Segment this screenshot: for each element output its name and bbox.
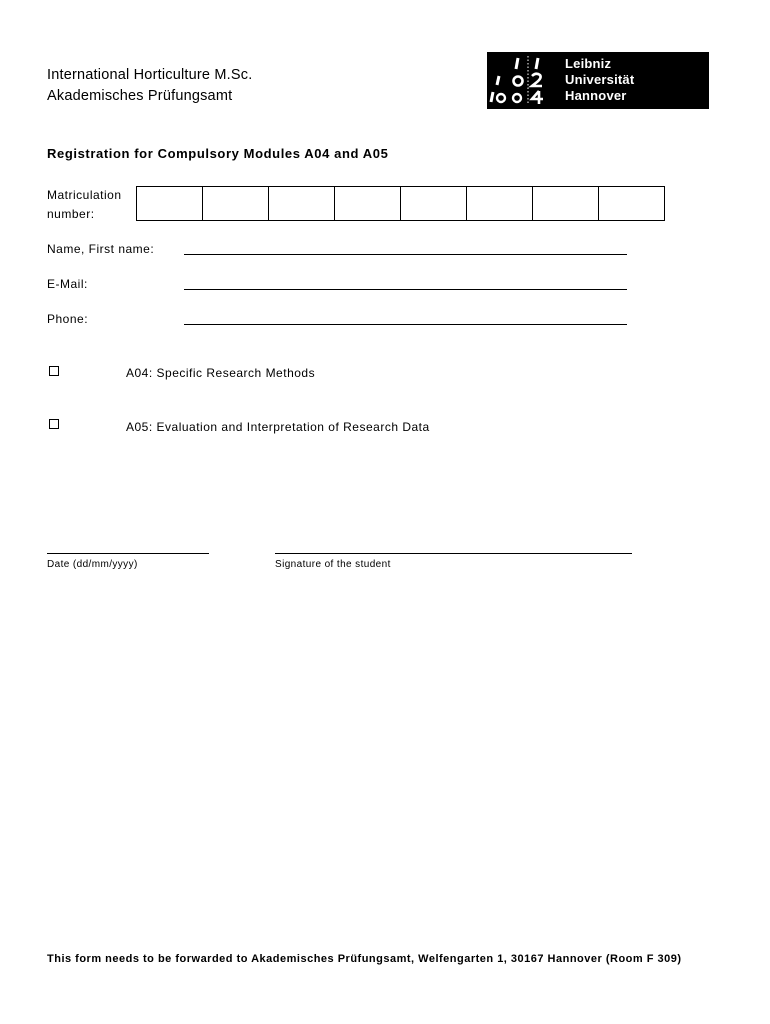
form-title: Registration for Compulsory Modules A04 and A05 xyxy=(47,146,389,161)
date-caption: Date (dd/mm/yyyy) xyxy=(47,559,138,570)
header-office: Akademisches Prüfungsamt xyxy=(47,88,233,104)
email-field[interactable] xyxy=(184,289,627,290)
matriculation-digit-field[interactable] xyxy=(269,187,335,220)
logo-wordmark xyxy=(565,56,634,104)
logo-line-1: Leibniz xyxy=(565,56,612,71)
footer-forwarding-note: This form needs to be forwarded to Akademisches Prüfungsamt, Welfengarten 1, 30167 Hannover (Room F 309) xyxy=(47,953,682,965)
matriculation-digit-field[interactable] xyxy=(335,187,401,220)
student-signature-field[interactable] xyxy=(275,553,632,554)
name-field[interactable] xyxy=(184,254,627,255)
email-label: E-Mail: xyxy=(47,277,88,291)
name-label: Name, First name: xyxy=(47,242,155,256)
matriculation-digit-field[interactable] xyxy=(401,187,467,220)
phone-label: Phone: xyxy=(47,312,89,326)
logo-line-2: Universität xyxy=(565,72,635,87)
matriculation-digit-field[interactable] xyxy=(599,187,664,220)
phone-field[interactable] xyxy=(184,324,627,325)
matriculation-digit-field[interactable] xyxy=(137,187,203,220)
logo-mark-icon xyxy=(487,52,565,109)
module-a05-checkbox[interactable] xyxy=(49,419,59,429)
matriculation-number-grid xyxy=(136,186,665,221)
university-logo xyxy=(487,52,709,109)
module-a04-checkbox[interactable] xyxy=(49,366,59,376)
matriculation-label-line2: number: xyxy=(47,207,95,221)
matriculation-digit-field[interactable] xyxy=(533,187,599,220)
header-program: International Horticulture M.Sc. xyxy=(47,67,253,83)
matriculation-digit-field[interactable] xyxy=(203,187,269,220)
module-a04-label: A04: Specific Research Methods xyxy=(126,366,316,380)
matriculation-label-line1: Matriculation xyxy=(47,188,122,202)
signature-caption: Signature of the student xyxy=(275,559,391,570)
logo-line-3: Hannover xyxy=(565,88,627,103)
matriculation-digit-field[interactable] xyxy=(467,187,533,220)
module-a05-label: A05: Evaluation and Interpretation of Research Data xyxy=(126,420,430,434)
date-field[interactable] xyxy=(47,553,209,554)
